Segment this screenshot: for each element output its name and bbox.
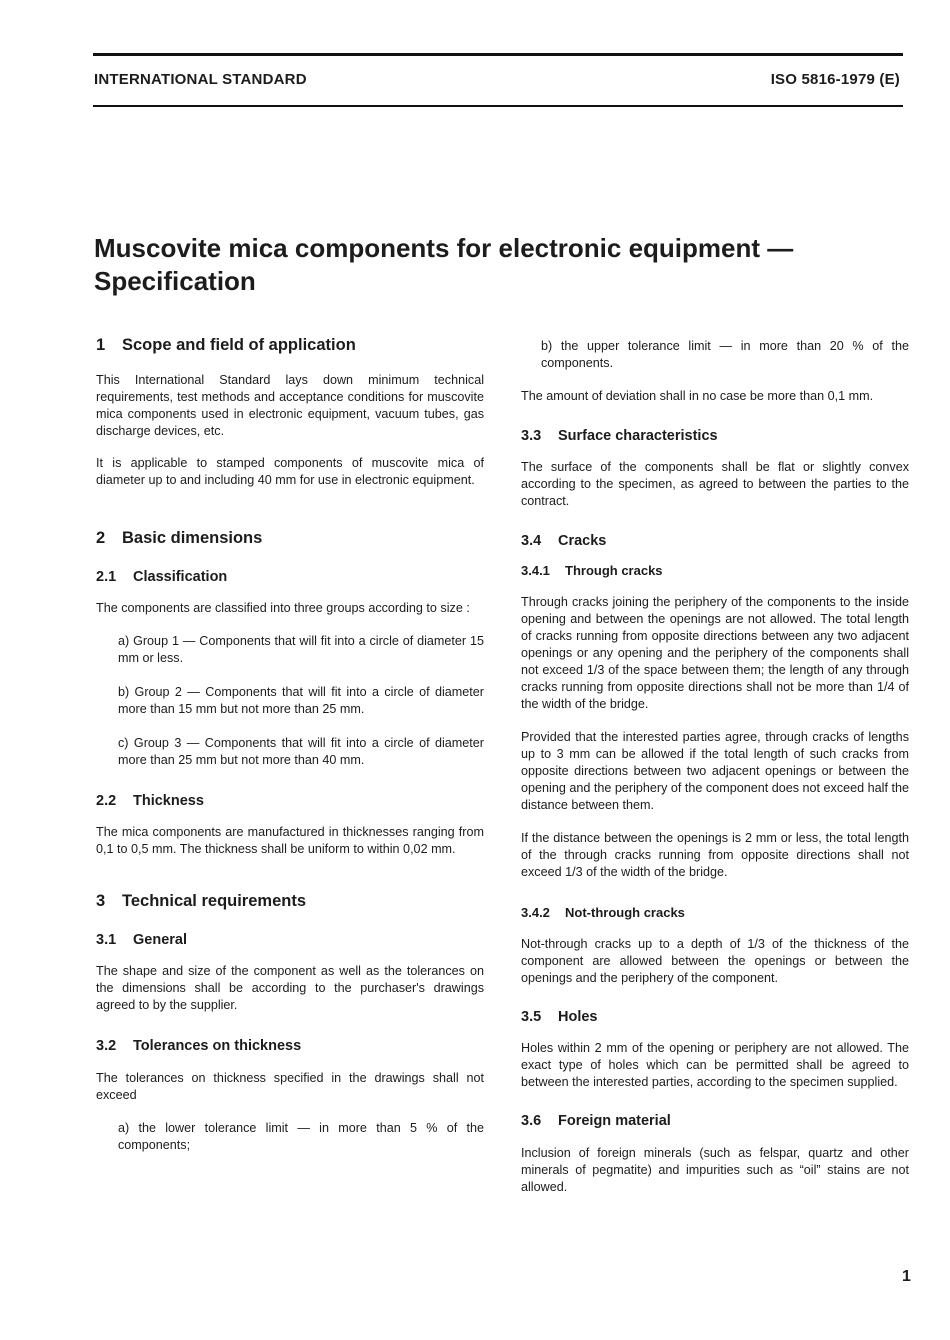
header-standard-number: ISO 5816-1979 (E) [770,71,900,88]
tolerance-item-a: a) the lower tolerance limit — in more than 5 % of the components; [118,1121,484,1152]
page-number: 1 [902,1268,911,1285]
section-3-1-paragraph: The shape and size of the component as well as the tolerances on the dimensions shall be according to the purchaser's drawings agreed to by the supplier. [96,964,484,1012]
section-3-5-heading: 3.5 Holes [521,1009,598,1025]
section-3-2-deviation-note: The amount of deviation shall in no case be more than 0,1 mm. [521,389,874,403]
classification-item-b: b) Group 2 — Components that will fit into a circle of diameter more than 15 mm but not more than 25 mm. [118,685,484,716]
section-3-4-heading: 3.4 Cracks [521,533,607,549]
section-3-4-2-heading: 3.4.2 Not-through cracks [521,905,685,920]
section-3-4-1-heading: 3.4.1 Through cracks [521,563,663,578]
section-2-2-heading: 2.2 Thickness [96,793,204,809]
document-title [94,232,914,298]
section-2-1-intro: The components are classified into three groups according to size : [96,601,470,615]
section-3-5-paragraph: Holes within 2 mm of the opening or periphery are not allowed. The exact type of holes which can be permitted shall be agreed to between the interested parties, according to the specimen supplied. [521,1041,909,1089]
header-bottom-rule [93,105,903,107]
tolerance-item-b: b) the upper tolerance limit — in more than 20 % of the components. [541,339,909,370]
section-1-paragraph-2: It is applicable to stamped components of muscovite mica of diameter up to and including 40 mm for use in electronic equipment. [96,456,484,487]
section-2-heading: 2 Basic dimensions [96,529,263,547]
header-standard-label: INTERNATIONAL STANDARD [94,71,307,88]
section-3-2-intro: The tolerances on thickness specified in the drawings shall not exceed [96,1071,484,1102]
section-3-4-2-paragraph: Not-through cracks up to a depth of 1/3 of the thickness of the component are allowed between the openings or between the openings and the periphery of the component. [521,937,909,985]
section-3-heading: 3 Technical requirements [96,892,307,910]
right-column [521,336,909,1196]
classification-item-c: c) Group 3 — Components that will fit into a circle of diameter more than 25 mm but not more than 40 mm. [118,736,484,767]
section-3-6-paragraph: Inclusion of foreign minerals (such as felspar, quartz and other minerals of pegmatite) and impurities such as “oil” stains are not allowed. [521,1146,909,1194]
section-1-paragraph-1: This International Standard lays down minimum technical requirements, test methods and acceptance conditions for muscovite mica components used in electronic equipment, vacuum tubes, gas discharge devices, etc. [96,373,484,438]
section-3-4-1-paragraph-1: Through cracks joining the periphery of the components to the inside opening and between the openings are not allowed. The total length of cracks running from opposite directions between any two adjacent openings or any opening and the periphery of the components shall not exceed 1/3 of the space between them; the length of any through cracks running from opposite directions shall not be more than 1/4 of the width of the bridge. [521,595,909,711]
title-line-2: Specification [94,266,256,296]
header-top-rule [93,53,903,56]
section-2-2-paragraph: The mica components are manufactured in thicknesses ranging from 0,1 to 0,5 mm. The thickness shall be uniform to within 0,02 mm. [96,825,484,856]
section-3-2-heading: 3.2 Tolerances on thickness [96,1038,302,1054]
section-3-3-paragraph: The surface of the components shall be flat or slightly convex according to the specimen, as agreed to between the parties to the contract. [521,460,909,508]
title-line-1: Muscovite mica components for electronic equipment — [94,233,794,263]
section-3-4-1-paragraph-2: Provided that the interested parties agree, through cracks of lengths up to 3 mm can be allowed if the total length of such cracks from opposite directions between two adjacent openings or between the opening and the periphery of the component does not exceed half the distance between them. [521,730,909,812]
section-2-1-heading: 2.1 Classification [96,569,228,585]
section-1-heading: 1 Scope and field of application [96,336,356,354]
section-3-6-heading: 3.6 Foreign material [521,1113,671,1129]
section-3-1-heading: 3.1 General [96,932,187,948]
section-3-3-heading: 3.3 Surface characteristics [521,428,718,444]
left-column [96,336,484,1154]
section-3-4-1-paragraph-3: If the distance between the openings is 2 mm or less, the total length of the through cracks running from opposite directions shall not exceed 1/3 of the width of the bridge. [521,831,909,879]
classification-item-a: a) Group 1 — Components that will fit into a circle of diameter 15 mm or less. [118,634,484,665]
